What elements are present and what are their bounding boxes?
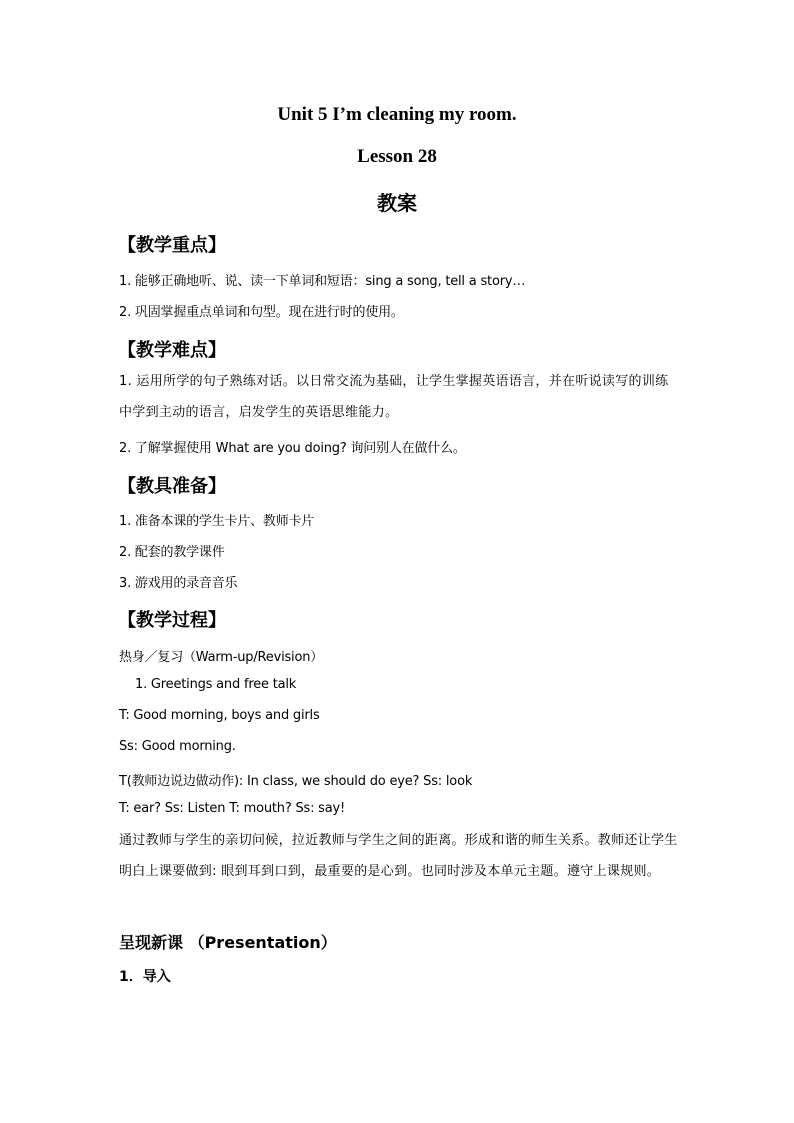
document-type-title: 教案 bbox=[377, 191, 417, 215]
lesson-title: Lesson 28 bbox=[357, 146, 437, 167]
key-points-item-2: 2. 巩固掌握重点单词和句型。现在进行时的使用。 bbox=[119, 305, 404, 320]
dialogue-line-4: T: ear? Ss: Listen T: mouth? Ss: say! bbox=[119, 801, 346, 816]
key-points-item-1: 1. 能够正确地听、说、读一下单词和短语：sing a song, tell a story… bbox=[119, 274, 526, 289]
dialogue-line-2: Ss: Good morning. bbox=[119, 739, 236, 754]
process-heading: 【教学过程】 bbox=[118, 610, 226, 631]
materials-item-2: 2. 配套的教学课件 bbox=[119, 545, 225, 560]
step-1-heading: 1．导入 bbox=[119, 969, 171, 985]
materials-item-3: 3. 游戏用的录音音乐 bbox=[119, 576, 238, 591]
difficulties-item-2: 2. 了解掌握使用 What are you doing? 询问别人在做什么。 bbox=[119, 441, 466, 456]
warmup-line: 热身／复习（Warm-up/Revision） bbox=[119, 650, 324, 665]
dialogue-line-1: T: Good morning, boys and girls bbox=[119, 708, 320, 723]
materials-heading: 【教具准备】 bbox=[118, 476, 226, 497]
process-paragraph: 通过教师与学生的亲切问候，拉近教师与学生之间的距离。形成和谐的师生关系。教师还让学生明白上课要做到: 眼到耳到口到，最重要的是心到。也同时涉及本单元主题。遵守上课规则。 bbox=[119, 833, 678, 879]
difficulties-item-1: 1. 运用所学的句子熟练对话。以日常交流为基础，让学生掌握英语语言，并在听说读写的训练中学到主动的语言，启发学生的英语思维能力。 bbox=[119, 374, 669, 420]
difficulties-heading: 【教学难点】 bbox=[118, 340, 226, 361]
dialogue-line-3: T(教师边说边做动作): In class, we should do eye? Ss: look bbox=[119, 774, 473, 789]
key-points-heading: 【教学重点】 bbox=[118, 235, 226, 256]
presentation-heading: 呈现新课 （Presentation） bbox=[119, 933, 337, 952]
greetings-line: 1. Greetings and free talk bbox=[135, 677, 297, 692]
materials-item-1: 1. 准备本课的学生卡片、教师卡片 bbox=[119, 514, 315, 529]
unit-title: Unit 5 I’m cleaning my room. bbox=[277, 104, 517, 125]
